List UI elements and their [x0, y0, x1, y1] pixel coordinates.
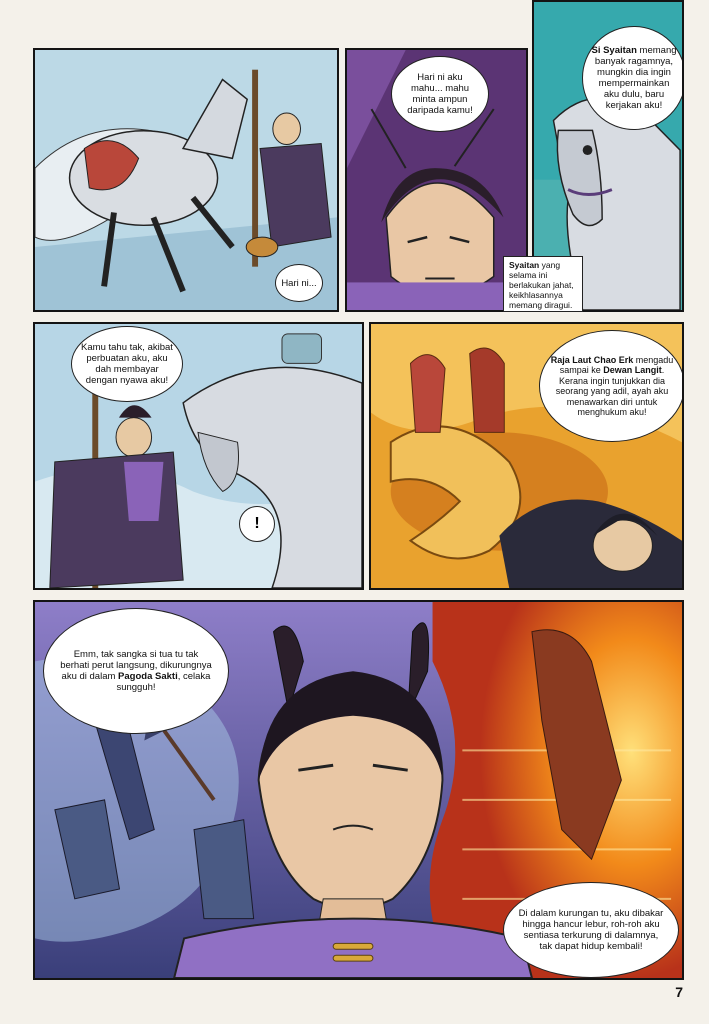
speech-bubble — [582, 26, 684, 130]
speech-bubble — [539, 330, 684, 442]
caption-text: yang selama ini berlakukan jahat, keikhlasannya memang diragui. — [509, 260, 574, 310]
speech-bubble: Kamu tahu tak, akibat perbuatan aku, aku dah membayar dengan nyawa aku! — [71, 326, 183, 402]
bubble-bold-name: Raja Laut Chao Erk — [550, 354, 634, 365]
bubble-text: Emm, tak sangka si tua tu tak berhati perut langsung, dikurungnya aku di dalam — [60, 649, 212, 682]
bubble-bold-place: Dewan Langit — [603, 365, 662, 375]
bubble-bold-place: Pagoda Sakti — [118, 671, 178, 682]
panel-5-dragon-king — [369, 322, 684, 590]
speech-bubble: Hari ni... — [275, 264, 323, 302]
narration-caption — [503, 256, 583, 312]
bubble-text: , celaka sungguh! — [116, 671, 211, 693]
bubble-text: . Kerana ingin tunjukkan dia seorang yang adil, ayah aku menawarkan diri untuk menghukum aku! — [555, 365, 669, 417]
speech-bubble — [43, 608, 229, 734]
page-number: 7 — [675, 984, 683, 1000]
panel-4-warrior-horse — [33, 322, 364, 590]
speech-bubble: Di dalam kurungan tu, aku dibakar hingga hancur lebur, roh-roh aku sentiasa terkurung di dalamnya, tak dapat hidup kembali! — [503, 882, 679, 978]
panel-6-hero-face-fire — [33, 600, 684, 980]
panel-2-face-closeup — [345, 48, 528, 312]
bubble-text: memang banyak ragamnya, mungkin dia ingin mempermainkan aku dulu, baru kerjakan aku! — [594, 45, 677, 111]
panel-1-horse-and-warrior — [33, 48, 339, 312]
bubble-text: mengadu sampai ke — [559, 354, 674, 375]
bubble-bold-name: Si Syaitan — [591, 45, 637, 56]
speech-bubble: Hari ni aku mahu... mahu minta ampun daripada kamu! — [391, 56, 489, 132]
exclamation-bubble: ! — [239, 506, 275, 542]
caption-bold-name: Syaitan — [509, 260, 540, 270]
